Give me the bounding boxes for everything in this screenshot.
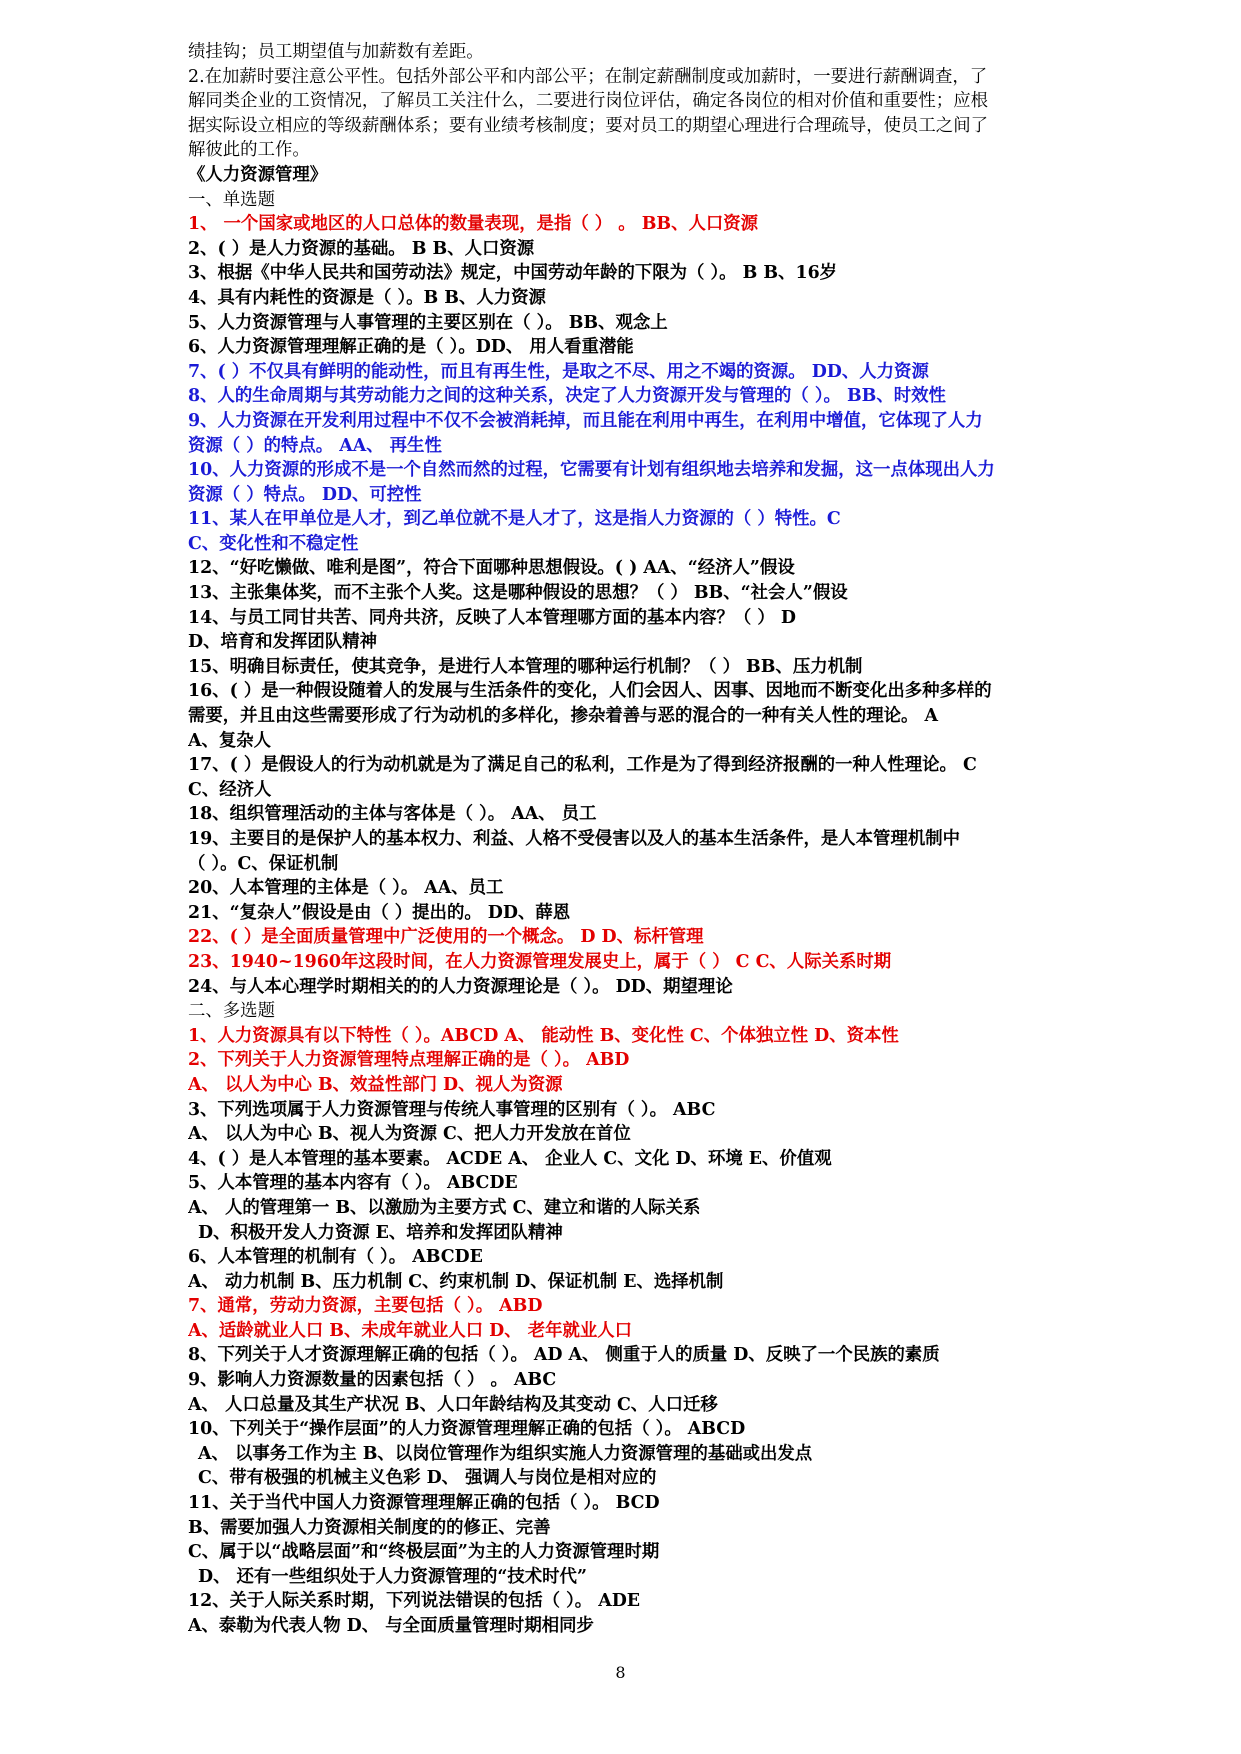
text-line: 1、 一个国家或地区的人口总体的数量表现，是指（ ） 。 BB、人口资源 [188,214,759,235]
text-line: 解同类企业的工资情况，了解员工关注什么，二要进行岗位评估，确定各岗位的相对价值和重要性；应根 [188,91,988,112]
text-line: C、变化性和不稳定性 [188,533,359,554]
text-line: 19、主要目的是保护人的基本权力、利益、人格不受侵害以及人的基本生活条件，是人本管理机制中 [188,829,961,849]
text-line: A、泰勒为代表人物 D、 与全面质量管理时期相同步 [188,1616,594,1636]
text-line: C、属于以“战略层面”和“终极层面”为主的人力资源管理时期 [188,1542,660,1563]
text-line: 二、多选题 [188,1001,275,1022]
text-line: 10、人力资源的形成不是一个自然而然的过程，它需要有计划有组织地去培养和发掘，这一点体现出人力 [188,460,995,481]
text-line: A、适龄就业人口 B、未成年就业人口 D、 老年就业人口 [188,1320,633,1341]
text-line: 23、1940~1960年这段时间，在人力资源管理发展史上，属于（ ） C C、人际关系时期 [188,951,892,972]
text-line: 11、某人在甲单位是人才，到乙单位就不是人才了，这是指人力资源的（ ）特性。C [188,509,841,530]
text-line: 9、人力资源在开发利用过程中不仅不会被消耗掉，而且能在利用中再生，在利用中增值，它体现了人力 [188,410,983,431]
text-line: 1、人力资源具有以下特性（ ）。ABCD A、 能动性 B、变化性 C、个体独立性 D、资本性 [188,1025,899,1046]
text-line: A、复杂人 [188,730,272,751]
text-line: 12、关于人际关系时期，下列说法错误的包括（ ）。 ADE [188,1591,641,1612]
text-line: 5、人本管理的基本内容有（ ）。 ABCDE [188,1173,518,1194]
text-line: 20、人本管理的主体是（ ）。 AA、员工 [188,878,504,899]
text-line: 16、( ）是一种假设随着人的发展与生活条件的变化，人们会因人、因事、因地而不断变化出多种多样的 [188,681,992,702]
text-line: 12、“好吃懒做、唯利是图”，符合下面哪种思想假设。( ) AA、“经济人”假设 [188,558,795,579]
text-line: 绩挂钩；员工期望值与加薪数有差距。 [188,42,484,62]
text-line: D、培育和发挥团队精神 [188,632,377,653]
text-line: 21、“复杂人”假设是由（ ）提出的。 DD、薛恩 [188,902,571,923]
text-line: 需要，并且由这些需要形成了行为动机的多样化，掺杂着善与恶的混合的一种有关人性的理论。 A [188,706,938,727]
text-line: 8、下列关于人才资源理解正确的包括（ ）。 AD A、 侧重于人的质量 D、反映了一个民族的素质 [188,1345,940,1366]
text-line: 5、人力资源管理与人事管理的主要区别在（ ）。 BB、观念上 [188,312,668,333]
text-line: C、经济人 [188,779,272,800]
text-line: A、 动力机制 B、压力机制 C、约束机制 D、保证机制 E、选择机制 [188,1271,724,1292]
text-line: 2.在加薪时要注意公平性。包括外部公平和内部公平；在制定薪酬制度或加薪时，一要进行薪酬调查，了 [188,66,988,87]
text-line: B、需要加强人力资源相关制度的的修正、完善 [188,1517,551,1538]
document-page [188,40,1068,1639]
text-line: D、积极开发人力资源 E、培养和发挥团队精神 [198,1222,563,1243]
text-line: 15、明确目标责任，使其竞争，是进行人本管理的哪种运行机制？（ ） BB、压力机制 [188,656,863,677]
text-line: 据实际设立相应的等级薪酬体系；要有业绩考核制度；要对员工的期望心理进行合理疏导，使员工之间了 [188,115,988,136]
text-line: 6、人力资源管理理解正确的是（ ）。DD、 用人看重潜能 [188,337,634,358]
text-line: 11、关于当代中国人力资源管理理解正确的包括（ ）。 BCD [188,1493,660,1514]
page-number: 8 [615,1663,626,1682]
text-line: 17、( ）是假设人的行为动机就是为了满足自己的私利，工作是为了得到经济报酬的一种人性理论。 C [188,755,977,776]
text-line: 4、( ）是人本管理的基本要素。 ACDE A、 企业人 C、文化 D、环境 E、价值观 [188,1148,832,1169]
text-line: 7、通常，劳动力资源，主要包括（ ）。 ABD [188,1296,543,1317]
text-line: A、 人口总量及其生产状况 B、人口年龄结构及其变动 C、人口迁移 [188,1394,718,1415]
text-line: D、 还有一些组织处于人力资源管理的“技术时代” [198,1566,587,1587]
text-line: 8、人的生命周期与其劳动能力之间的这种关系，决定了人力资源开发与管理的（ ）。 BB、时效性 [188,386,946,407]
text-line: A、 人的管理第一 B、以激励为主要方式 C、建立和谐的人际关系 [188,1197,701,1218]
text-line: 3、根据《中华人民共和国劳动法》规定，中国劳动年龄的下限为（ ）。 B B、16岁 [188,263,838,284]
text-line: 6、人本管理的机制有（ ）。 ABCDE [188,1247,483,1268]
text-line: 10、下列关于“操作层面”的人力资源管理理解正确的包括（ ）。 ABCD [188,1419,746,1440]
text-line: （ ）。C、保证机制 [188,853,339,874]
text-line: 3、下列选项属于人力资源管理与传统人事管理的区别有（ ）。 ABC [188,1099,716,1120]
text-line: 7、( ）不仅具有鲜明的能动性，而且有再生性，是取之不尽、用之不竭的资源。 DD、人力资源 [188,361,929,382]
text-line: A、 以人为中心 B、视人为资源 C、把人力开发放在首位 [188,1124,631,1145]
text-line: 解彼此的工作。 [188,140,310,161]
text-line: 24、与人本心理学时期相关的的人力资源理论是（ ）。 DD、期望理论 [188,976,733,997]
text-line: 13、主张集体奖，而不主张个人奖。这是哪种假设的思想？（ ） BB、“社会人”假设 [188,583,848,604]
text-line: 《人力资源管理》 [188,164,328,185]
text-line: 2、( ）是人力资源的基础。 B B、人口资源 [188,238,535,259]
text-line: 资源（ ）的特点。 AA、 再生性 [188,435,442,456]
text-line: 一、单选题 [188,189,275,210]
text-line: 9、影响人力资源数量的因素包括（ ） 。 ABC [188,1370,557,1391]
text-line: 资源（ ）特点。 DD、可控性 [188,484,422,505]
text-line: 18、组织管理活动的主体与客体是（ ）。 AA、 员工 [188,804,597,825]
text-line: A、 以人为中心 B、效益性部门 D、视人为资源 [188,1074,563,1095]
text-line: 14、与员工同甘共苦、同舟共济，反映了人本管理哪方面的基本内容？（ ） D [188,607,796,628]
text-line: 4、具有内耗性的资源是（ ）。B B、人力资源 [188,287,546,308]
text-line: A、 以事务工作为主 B、以岗位管理作为组织实施人力资源管理的基础或出发点 [198,1443,813,1464]
text-line: C、带有极强的机械主义色彩 D、 强调人与岗位是相对应的 [198,1468,657,1489]
text-line: 2、下列关于人力资源管理特点理解正确的是（ ）。 ABD [188,1050,630,1071]
text-line: 22、( ）是全面质量管理中广泛使用的一个概念。 D D、标杆管理 [188,927,704,948]
